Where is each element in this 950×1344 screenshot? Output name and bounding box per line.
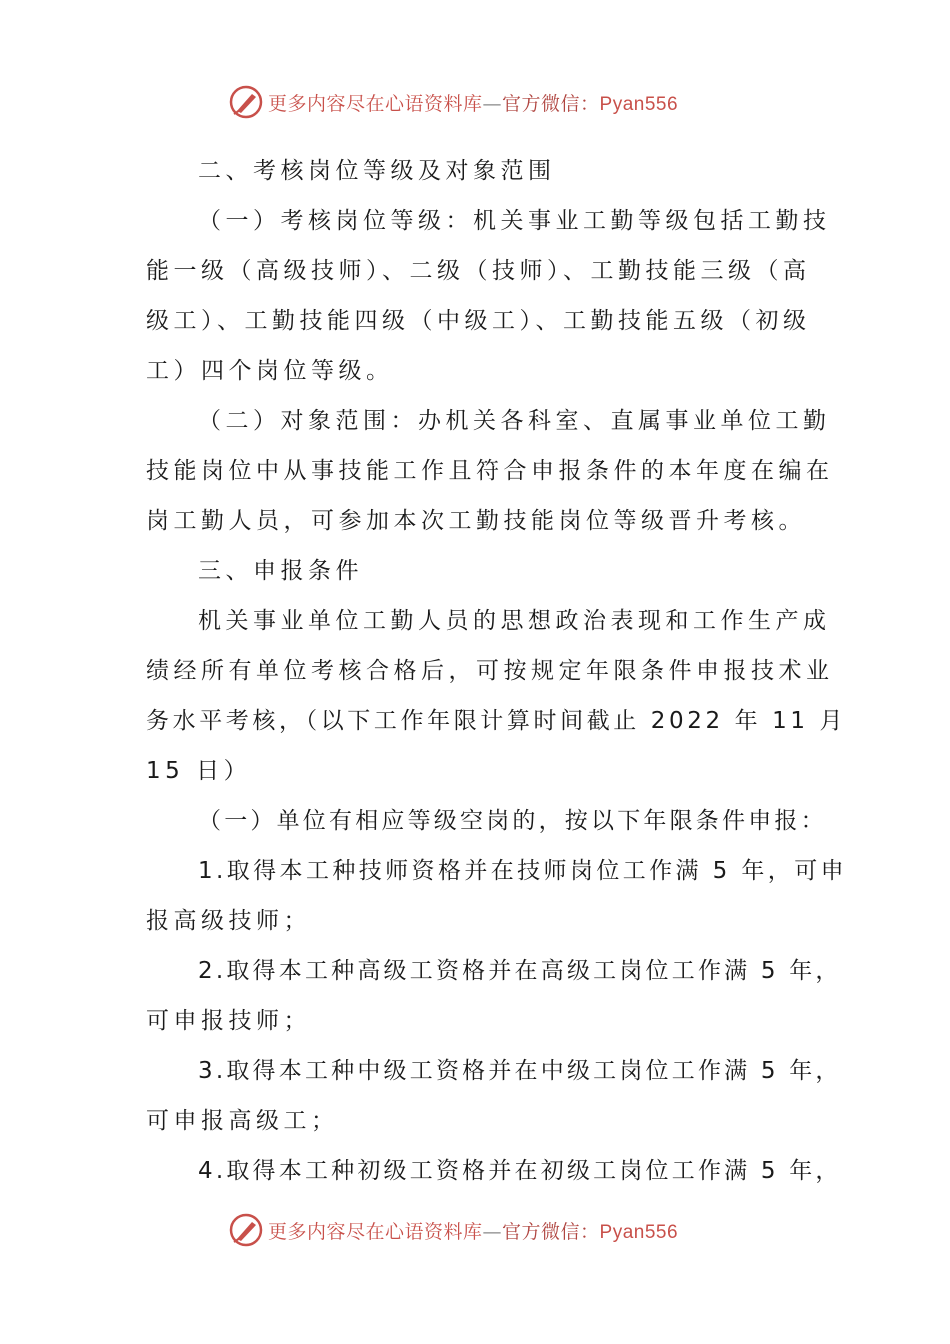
list-item-line: 报高级技师； — [146, 908, 311, 934]
paragraph-line: （二）对象范围：办机关各科室、直属事业单位工勤 — [198, 408, 831, 434]
paragraph-line: （一）考核岗位等级：机关事业工勤等级包括工勤技 — [198, 208, 831, 234]
paragraph-line: 级工）、工勤技能四级（中级工）、工勤技能五级（初级 — [146, 308, 811, 334]
list-item-line: 可申报技师； — [146, 1008, 311, 1034]
watermark-brand: 更多内容尽在心语资料库 — [268, 1220, 483, 1243]
watermark-text — [268, 89, 678, 116]
section-heading-2: 二、考核岗位等级及对象范围 — [198, 158, 556, 184]
watermark-wechat-label: 官方微信： — [502, 92, 600, 115]
section-heading-3: 三、申报条件 — [198, 558, 363, 584]
paragraph-line: 15 日） — [146, 758, 252, 784]
paragraph-line: 绩经所有单位考核合格后，可按规定年限条件申报技术业 — [146, 658, 834, 684]
quill-logo-icon — [228, 84, 264, 120]
paragraph-line: 能一级（高级技师）、二级（技师）、工勤技能三级（高 — [146, 258, 811, 284]
watermark-wechat-id: Pyan556 — [599, 93, 679, 115]
list-item-line: 2.取得本工种高级工资格并在高级工岗位工作满 5 年， — [198, 958, 842, 984]
watermark-wechat-id: Pyan556 — [599, 1221, 679, 1243]
paragraph-line: 工）四个岗位等级。 — [146, 358, 394, 384]
paragraph-line: 机关事业单位工勤人员的思想政治表现和工作生产成 — [198, 608, 831, 634]
watermark-banner-top — [228, 82, 748, 122]
watermark-banner-bottom — [228, 1210, 748, 1250]
watermark-text — [268, 1217, 678, 1244]
list-item-line: 可申报高级工； — [146, 1108, 339, 1134]
list-item-line: 3.取得本工种中级工资格并在中级工岗位工作满 5 年， — [198, 1058, 842, 1084]
list-item-line: 1.取得本工种技师资格并在技师岗位工作满 5 年，可申 — [198, 858, 847, 884]
watermark-separator: — — [482, 92, 503, 115]
paragraph-line: 岗工勤人员，可参加本次工勤技能岗位等级晋升考核。 — [146, 508, 806, 534]
watermark-wechat-label: 官方微信： — [502, 1220, 600, 1243]
paragraph-line: 技能岗位中从事技能工作且符合申报条件的本年度在编在 — [146, 458, 834, 484]
paragraph-line: 务水平考核，（以下工作年限计算时间截止 2022 年 11 月 — [146, 708, 847, 734]
watermark-separator: — — [482, 1220, 503, 1243]
list-item-line: 4.取得本工种初级工资格并在初级工岗位工作满 5 年， — [198, 1158, 842, 1184]
quill-logo-icon — [228, 1212, 264, 1248]
watermark-brand: 更多内容尽在心语资料库 — [268, 92, 483, 115]
subsection-heading: （一）单位有相应等级空岗的，按以下年限条件申报： — [198, 808, 827, 834]
